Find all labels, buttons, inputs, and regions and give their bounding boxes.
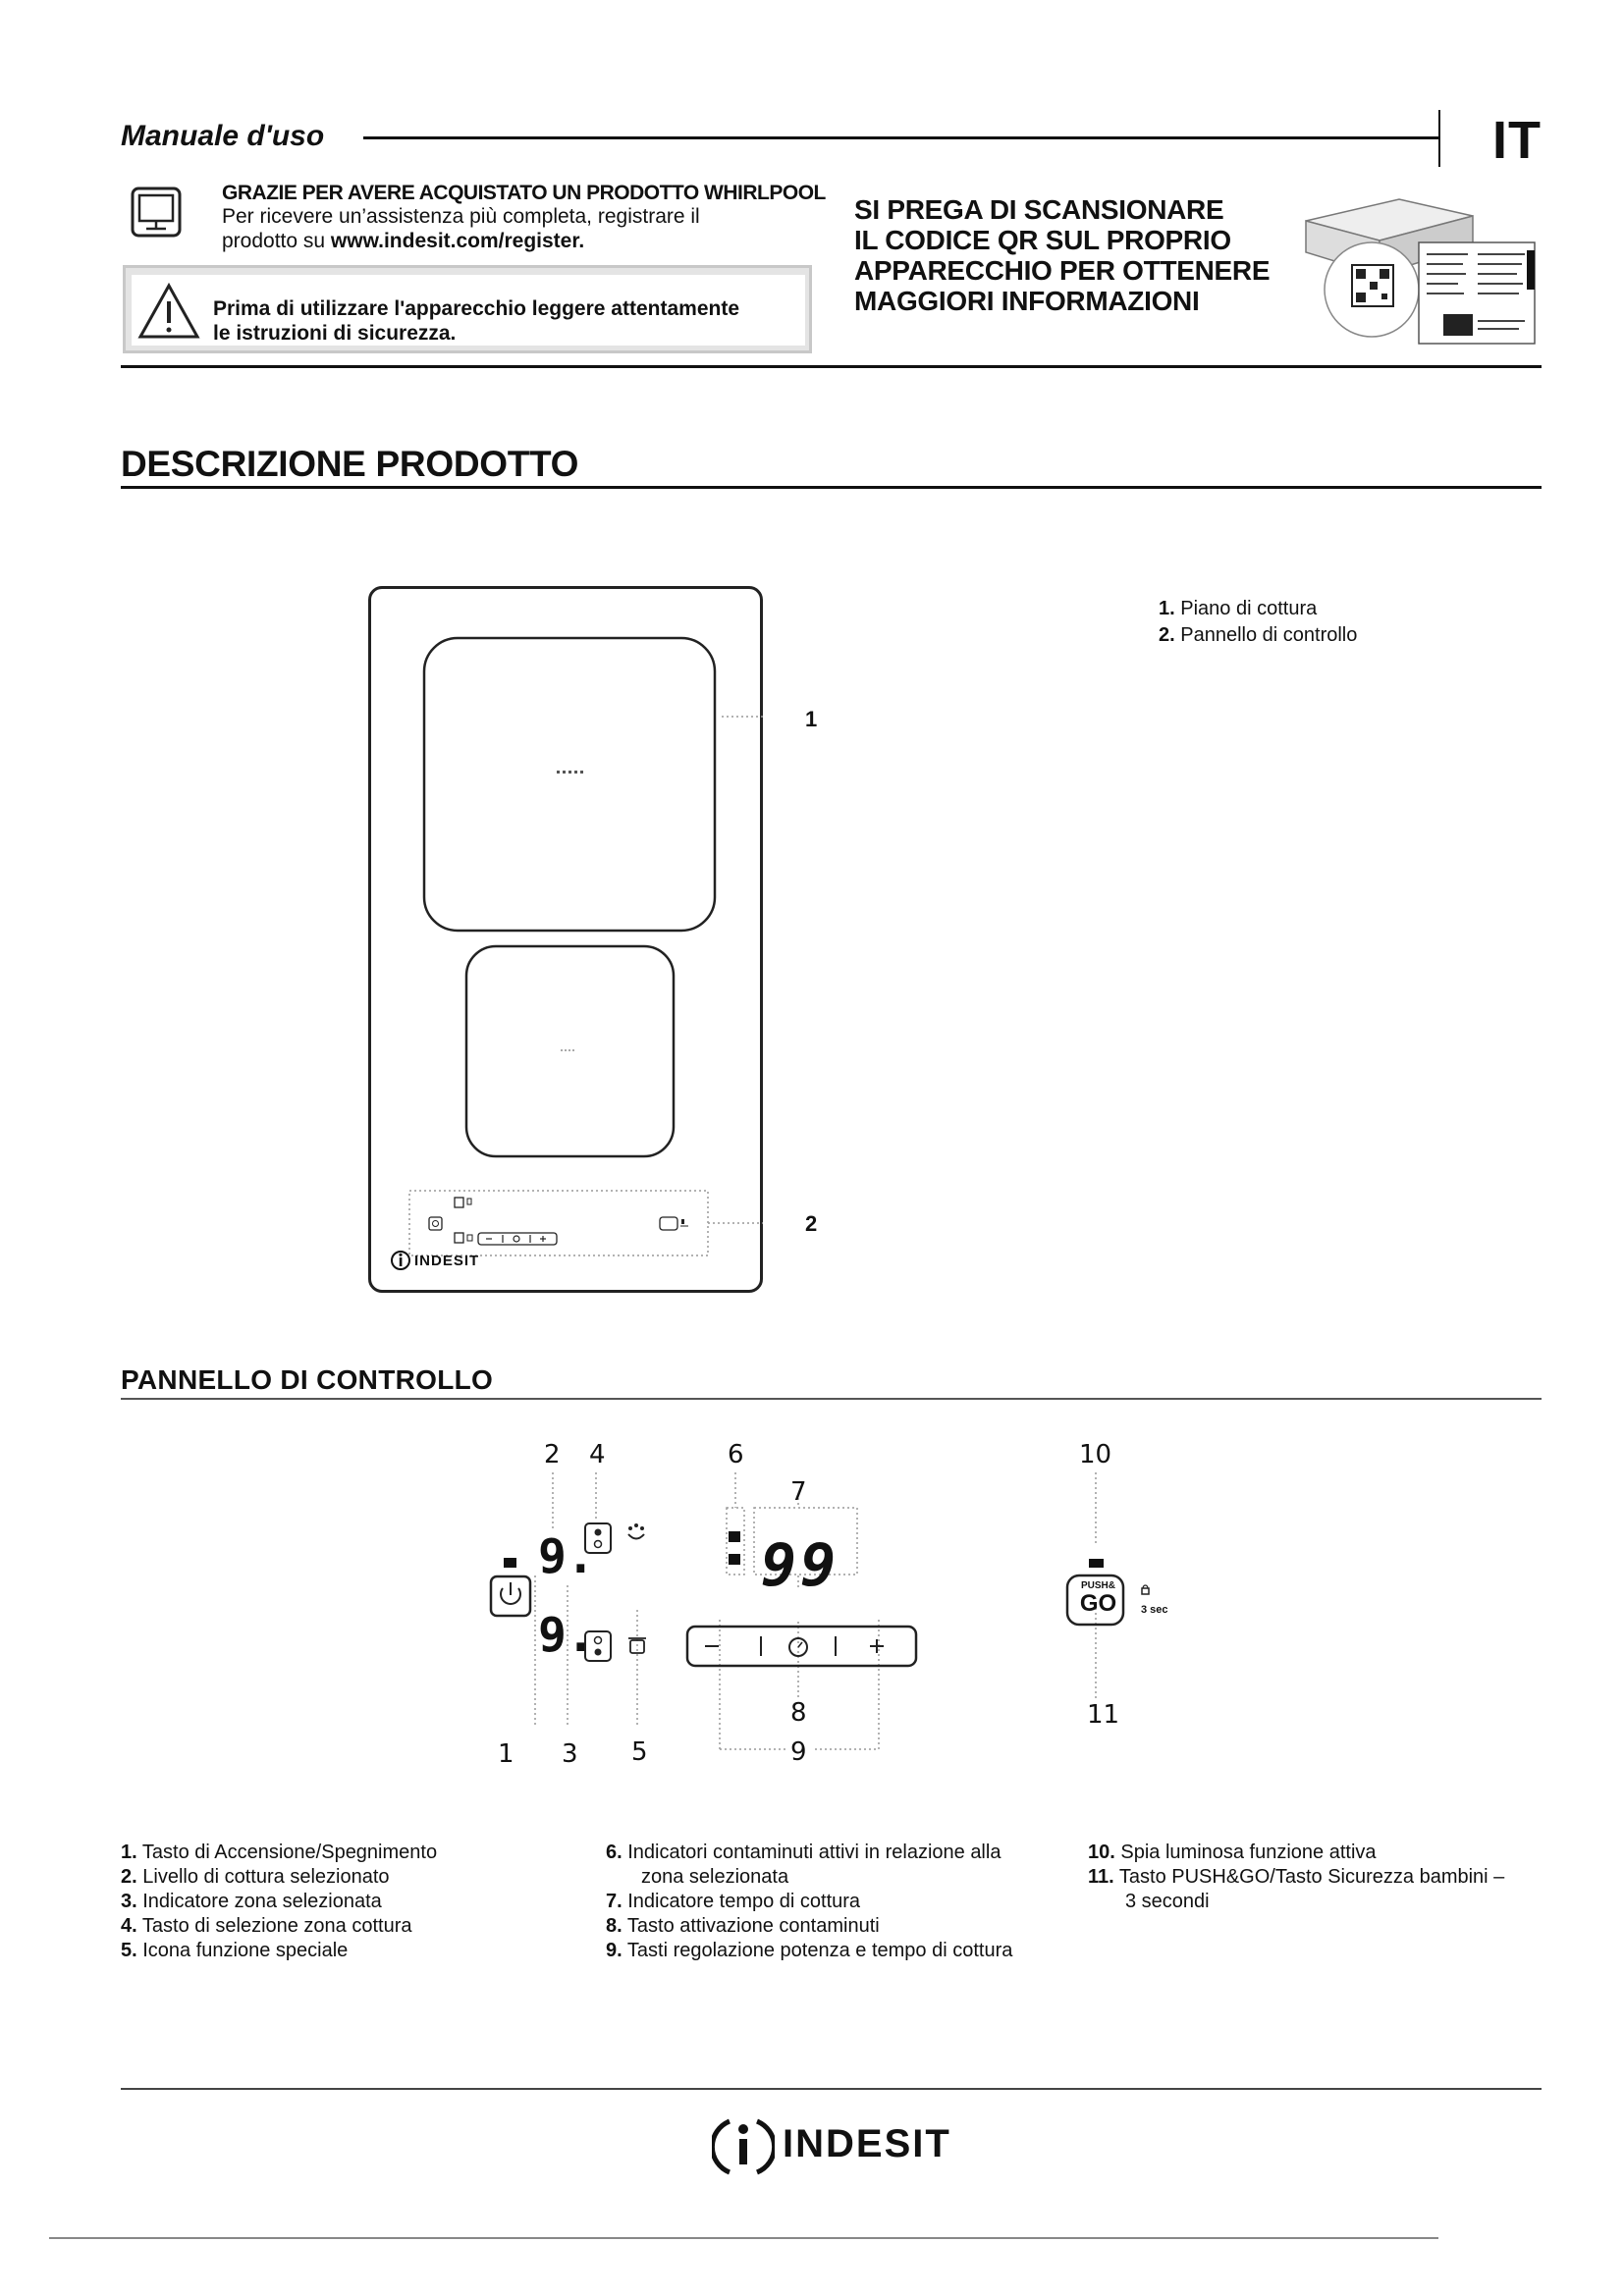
callout-1: 1 xyxy=(805,707,818,731)
timer-display: 99 xyxy=(761,1531,840,1600)
header-divider xyxy=(1438,110,1440,167)
indesit-brand-small: INDESIT xyxy=(414,1253,480,1269)
product-description-title: DESCRIZIONE PRODOTTO xyxy=(121,444,579,484)
qr-notice-line4: MAGGIORI INFORMAZIONI xyxy=(854,286,1200,316)
qr-notice-line3: APPARECCHIO PER OTTENERE xyxy=(854,255,1271,286)
cooktop-details xyxy=(368,586,763,1293)
indesit-brand-footer: INDESIT xyxy=(783,2122,951,2165)
diagram-number: 1 xyxy=(498,1739,514,1769)
control-panel-title: PANNELLO DI CONTROLLO xyxy=(121,1364,494,1395)
legend-item: 9. Tasti regolazione potenza e tempo di cottura xyxy=(606,1940,1013,1961)
legend-item: 2. Livello di cottura selezionato xyxy=(121,1866,390,1888)
product-legend xyxy=(1159,596,1357,649)
cooking-level-top: 9. xyxy=(538,1529,595,1584)
thanks-title: GRAZIE PER AVERE ACQUISTATO UN PRODOTTO WHIRLPOOL xyxy=(222,182,826,204)
diagram-number: 6 xyxy=(728,1440,744,1469)
legend-column-1 xyxy=(121,1841,437,1963)
indesit-logo xyxy=(712,2115,775,2178)
diagram-number: 4 xyxy=(589,1440,606,1469)
diagram-number: 9 xyxy=(790,1737,807,1767)
legend-item: zona selezionata xyxy=(641,1866,789,1888)
language-code: IT xyxy=(1492,111,1542,170)
legend-column-2 xyxy=(606,1841,1012,1963)
qr-notice-line2: IL CODICE QR SUL PROPRIO xyxy=(854,225,1231,255)
legend-item: 11. Tasto PUSH&GO/Tasto Sicurezza bambini – xyxy=(1088,1866,1505,1888)
cooking-level-bottom: 9. xyxy=(538,1608,595,1663)
warning-line1: Prima di utilizzare l'apparecchio leggere attentamente xyxy=(213,297,739,320)
diagram-number: 3 xyxy=(562,1739,578,1769)
legend-item: 10. Spia luminosa funzione attiva xyxy=(1088,1842,1377,1863)
diagram-number: 10 xyxy=(1079,1440,1112,1469)
register-link[interactable]: www.indesit.com/register. xyxy=(330,230,585,252)
legend-item: 1. Tasto di Accensione/Spegnimento xyxy=(121,1842,438,1863)
legend-item: 2. Pannello di controllo xyxy=(1159,624,1358,646)
manual-title: Manuale d'uso xyxy=(121,120,325,152)
monitor-icon xyxy=(131,187,182,248)
warning-icon xyxy=(137,282,200,346)
legend-item: 7. Indicatore tempo di cottura xyxy=(606,1891,861,1912)
legend-item: 4. Tasto di selezione zona cottura xyxy=(121,1915,412,1937)
legend-item: 8. Tasto attivazione contaminuti xyxy=(606,1915,880,1937)
legend-item: 5. Icona funzione speciale xyxy=(121,1940,349,1961)
push-go-label-top: PUSH& xyxy=(1080,1580,1115,1591)
legend-column-3 xyxy=(1088,1841,1504,1914)
diagram-number: 11 xyxy=(1087,1700,1120,1730)
header-rule xyxy=(363,136,1438,139)
lock-duration-label: 3 sec xyxy=(1141,1604,1168,1616)
appliance-label-illustration xyxy=(1301,191,1537,344)
diagram-number: 2 xyxy=(544,1440,561,1469)
legend-item: 3 secondi xyxy=(1125,1891,1210,1912)
diagram-number: 7 xyxy=(790,1477,807,1507)
legend-item: 1. Piano di cottura xyxy=(1159,598,1318,619)
diagram-number: 5 xyxy=(631,1737,648,1767)
legend-item: 6. Indicatori contaminuti attivi in relazione alla xyxy=(606,1842,1001,1863)
header-separator xyxy=(121,365,1542,368)
legend-item: 3. Indicatore zona selezionata xyxy=(121,1891,382,1912)
thanks-line1: Per ricevere un’assistenza più completa, registrare il xyxy=(222,205,700,228)
qr-notice-line1: SI PREGA DI SCANSIONARE xyxy=(854,194,1224,225)
diagram-number: 8 xyxy=(790,1698,807,1728)
warning-line2: le istruzioni di sicurezza. xyxy=(213,322,457,345)
push-go-button[interactable]: GO xyxy=(1079,1590,1117,1617)
callout-2: 2 xyxy=(805,1211,818,1236)
thanks-line2: prodotto su xyxy=(222,230,331,252)
